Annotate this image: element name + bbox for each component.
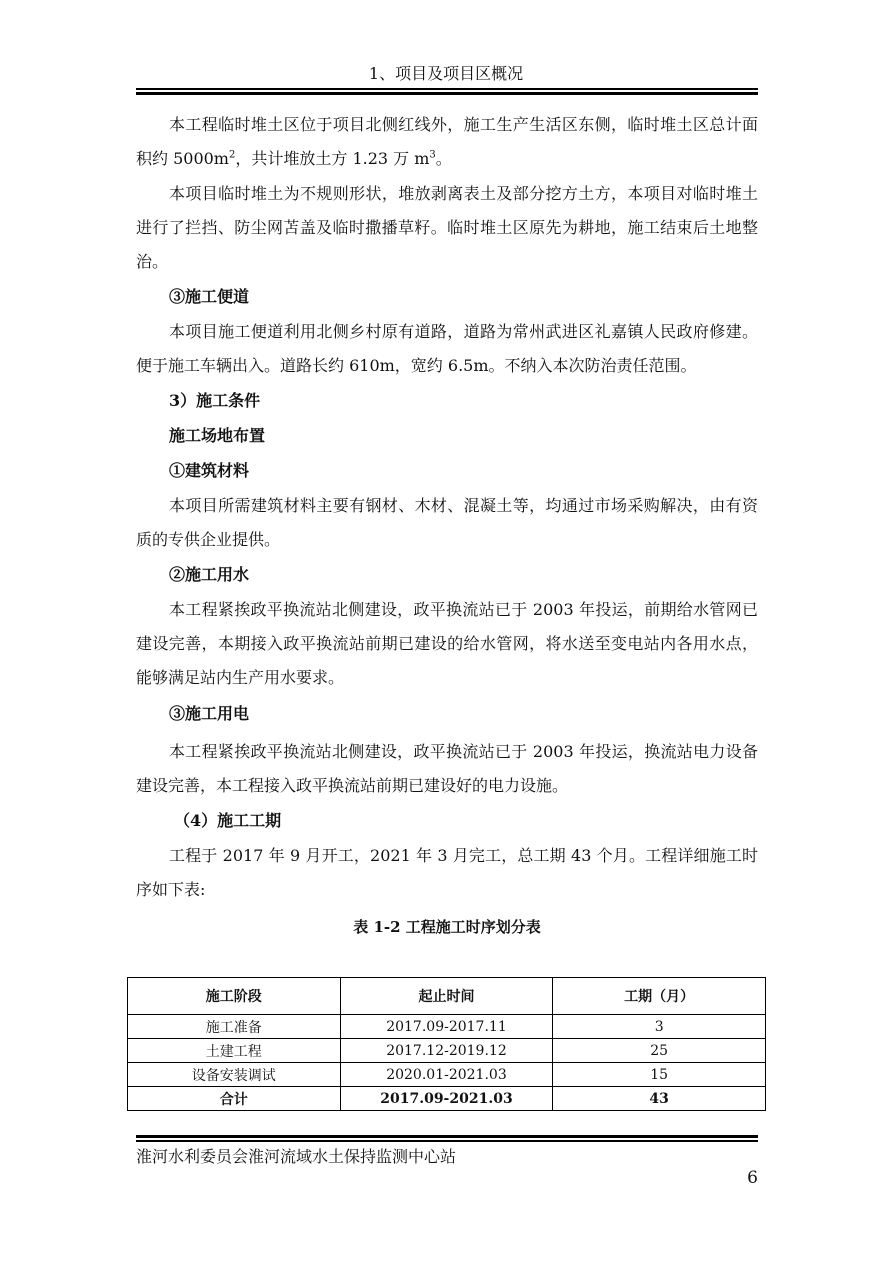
table-caption: 表 1-2 工程施工时序划分表 (353, 918, 541, 936)
paragraph-text: ，共计堆放土方 1.23 万 m (235, 149, 430, 168)
table-cell: 43 (553, 1087, 766, 1111)
table-cell: 2020.01-2021.03 (340, 1063, 553, 1087)
table-cell: 15 (553, 1063, 766, 1087)
document-body (136, 108, 758, 949)
table-header-row (128, 978, 766, 1015)
column-header-period: 起止时间 (340, 978, 553, 1015)
heading-site-layout: 施工场地布置 (169, 426, 266, 445)
table-cell: 施工准备 (128, 1015, 341, 1039)
table-total-row (128, 1087, 766, 1111)
heading-construction-conditions: 3）施工条件 (169, 391, 261, 410)
paragraph-construction-power: 本工程紧挨政平换流站北侧建设，政平换流站已于 2003 年投运，换流站电力设备建设完善，本工程接入政平换流站前期已建设好的电力设施。 (136, 742, 758, 795)
header-rule (136, 88, 758, 95)
column-header-duration: 工期（月） (553, 978, 766, 1015)
table-cell: 2017.09-2021.03 (340, 1087, 553, 1111)
table-row (128, 1039, 766, 1063)
table-cell: 25 (553, 1039, 766, 1063)
table-cell: 设备安装调试 (128, 1063, 341, 1087)
page-header-title: 1、项目及项目区概况 (368, 64, 524, 83)
table-row (128, 1015, 766, 1039)
heading-building-materials: ①建筑材料 (169, 461, 250, 480)
paragraph-building-materials: 本项目所需建筑材料主要有钢材、木材、混凝土等，均通过市场采购解决，由有资质的专供企业提供。 (136, 496, 758, 549)
footer-organization: 淮河水利委员会淮河流域水土保持监测中心站 (136, 1147, 457, 1166)
superscript-2: 2 (228, 149, 236, 161)
paragraph-construction-period: 工程于 2017 年 9 月开工，2021 年 3 月完工，总工期 43 个月。工程详细施工时序如下表: (136, 846, 758, 899)
column-header-stage: 施工阶段 (128, 978, 341, 1015)
superscript-3: 3 (429, 149, 436, 161)
table-cell: 2017.09-2017.11 (340, 1015, 553, 1039)
footer-rule (136, 1135, 758, 1142)
table-cell: 土建工程 (128, 1039, 341, 1063)
heading-construction-road: ③施工便道 (169, 287, 250, 306)
table-row (128, 1063, 766, 1087)
paragraph-temp-soil-area (136, 108, 758, 176)
paragraph-text: 。 (435, 149, 452, 168)
table-cell: 合计 (128, 1087, 341, 1111)
paragraph-text: 本工程临时堆土区位于项目北侧红线外，施工生产生活区东侧，临时堆土区总计面积约 5000m (136, 115, 758, 168)
heading-construction-power: ③施工用电 (169, 704, 250, 723)
heading-construction-water: ②施工用水 (169, 565, 250, 584)
heading-construction-period: （4）施工工期 (174, 811, 282, 830)
paragraph-construction-road: 本项目施工便道利用北侧乡村原有道路，道路为常州武进区礼嘉镇人民政府修建。便于施工车辆出入。道路长约 610m，宽约 6.5m。不纳入本次防治责任范围。 (136, 322, 758, 375)
construction-schedule-table (127, 977, 766, 1111)
paragraph-construction-water: 本工程紧挨政平换流站北侧建设，政平换流站已于 2003 年投运，前期给水管网已建设完善，本期接入政平换流站前期已建设的给水管网，将水送至变电站内各用水点，能够满足站内生产用水要求。 (136, 600, 758, 687)
paragraph-temp-soil-shape: 本项目临时堆土为不规则形状，堆放剥离表土及部分挖方土方，本项目对临时堆土进行了拦挡、防尘网苫盖及临时撒播草籽。临时堆土区原先为耕地，施工结束后土地整治。 (136, 184, 758, 271)
page-number: 6 (747, 1168, 758, 1188)
table-cell: 2017.12-2019.12 (340, 1039, 553, 1063)
table-cell: 3 (553, 1015, 766, 1039)
